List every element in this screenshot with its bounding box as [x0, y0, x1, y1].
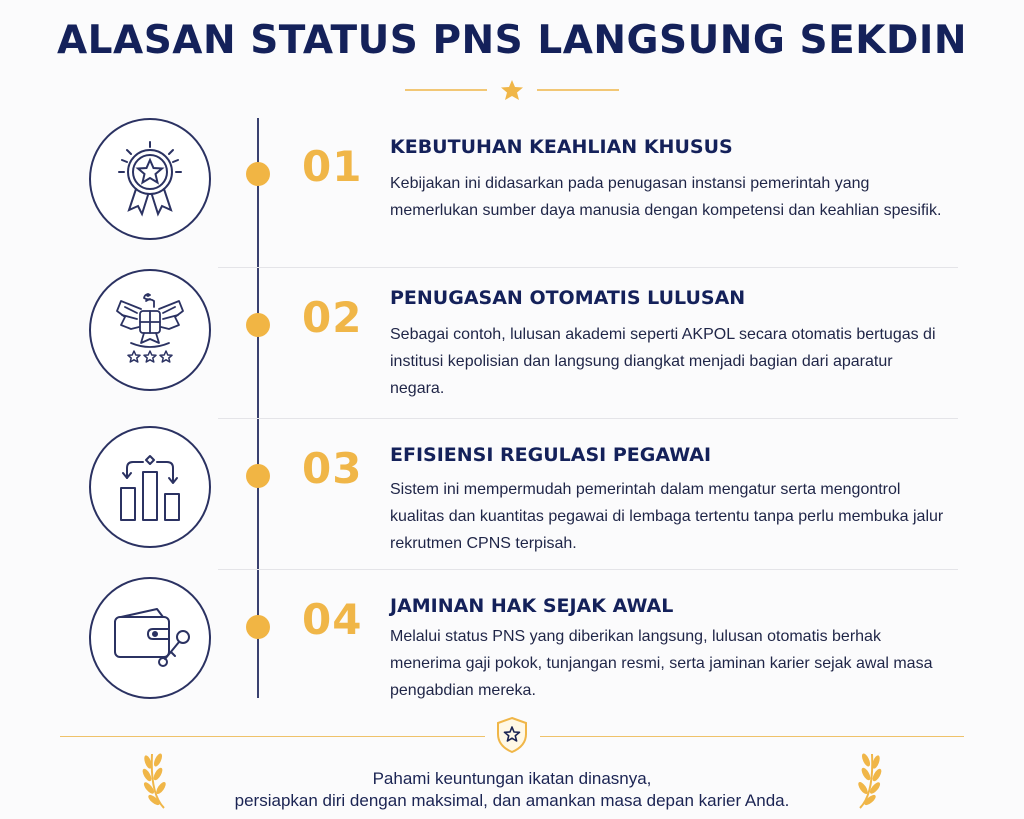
item-description: Sebagai contoh, lulusan akademi seperti AKPOL secara otomatis bertugas di institusi kepolisian dan langsung diangkat menjadi bagian dari aparatur negara. [390, 326, 936, 397]
list-item [0, 565, 1024, 715]
award-badge-icon [89, 118, 211, 240]
timeline-dot [246, 464, 270, 488]
item-title: PENUGASAN OTOMATIS LULUSAN [390, 287, 746, 309]
item-number: 01 [302, 142, 363, 191]
bar-chart-cycle-icon [89, 426, 211, 548]
shield-star-icon [495, 716, 529, 754]
footer-divider-right [540, 736, 964, 737]
item-description: Kebijakan ini didasarkan pada penugasan instansi pemerintah yang memerlukan sumber daya manusia dengan kompetensi dan keahlian spesifik. [390, 175, 942, 219]
footer-line-1: Pahami keuntungan ikatan dinasnya, [372, 769, 652, 788]
footer-text [0, 768, 1024, 812]
item-number: 03 [302, 444, 363, 493]
item-title: EFISIENSI REGULASI PEGAWAI [390, 444, 712, 466]
item-title: KEBUTUHAN KEAHLIAN KHUSUS [390, 136, 733, 158]
timeline-dot [246, 615, 270, 639]
item-number: 04 [302, 595, 363, 644]
garuda-emblem-icon [89, 269, 211, 391]
footer-line-2: persiapkan diri dengan maksimal, dan amankan masa depan karier Anda. [234, 791, 790, 810]
item-number: 02 [302, 293, 363, 342]
footer-divider-left [60, 736, 485, 737]
list-item [0, 112, 1024, 262]
wallet-key-icon [89, 577, 211, 699]
item-description: Sistem ini mempermudah pemerintah dalam mengatur serta mengontrol kualitas dan kuantitas pegawai di lembaga tertentu tanpa perlu membuka jalur rekrutmen CPNS terpisah. [390, 481, 944, 552]
list-item [0, 414, 1024, 564]
timeline-dot [246, 162, 270, 186]
title-star-divider [405, 78, 619, 102]
timeline-dot [246, 313, 270, 337]
item-description: Melalui status PNS yang diberikan langsung, lulusan otomatis berhak menerima gaji pokok, tunjangan resmi, serta jaminan karier sejak awal masa pengabdian mereka. [390, 628, 933, 699]
item-title: JAMINAN HAK SEJAK AWAL [390, 595, 674, 617]
page-title: ALASAN STATUS PNS LANGSUNG SEKDIN [57, 18, 967, 63]
star-icon [501, 80, 523, 100]
list-item [0, 263, 1024, 413]
